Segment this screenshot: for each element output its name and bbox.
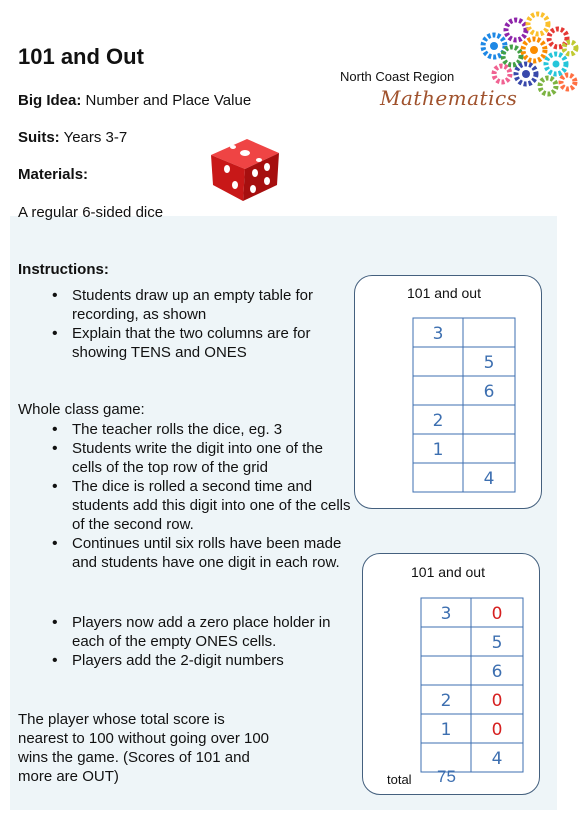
subject-brand: Mathematics: [380, 86, 518, 110]
example-grid: [413, 594, 531, 774]
total-label: total: [387, 772, 412, 787]
tens-digit: 3: [440, 604, 452, 624]
materials-label: Materials:: [18, 166, 89, 183]
gears-logo-icon: [474, 10, 580, 106]
list-item: • Players add the 2-digit numbers: [52, 651, 352, 670]
example-title: 101 and out: [407, 285, 481, 301]
ones-digit: 5: [483, 353, 495, 373]
final-steps-list: [40, 613, 352, 670]
tens-digit: 2: [440, 691, 452, 711]
region-name: North Coast Region: [340, 69, 455, 84]
list-item: • Continues until six rolls have been made and students have one digit in each row.: [52, 534, 352, 572]
ones-digit: 0: [491, 691, 503, 711]
example-title: 101 and out: [411, 564, 485, 580]
ones-digit: 0: [491, 604, 503, 624]
ones-digit: 4: [491, 749, 503, 769]
tens-digit: 3: [432, 324, 444, 344]
ones-digit: 4: [483, 469, 495, 489]
ones-digit: 5: [491, 633, 503, 653]
list-item: • Students draw up an empty table for recording, as shown: [52, 286, 352, 324]
example-grid-card-filled: [362, 553, 540, 795]
suits: Suits: Years 3-7: [18, 129, 128, 146]
win-condition: The player whose total score is nearest to 100 without going over 100 wins the game. (Scores of 101 and more are OUT): [18, 711, 270, 785]
list-item: • Explain that the two columns are for showing TENS and ONES: [52, 324, 352, 362]
game-steps-list: [40, 420, 352, 572]
tens-digit: 2: [432, 411, 444, 431]
example-grid: [405, 314, 523, 494]
dice-icon: [205, 133, 285, 205]
total-value: 75: [437, 767, 456, 786]
page-title: 101 and Out: [18, 44, 144, 69]
tens-digit: 1: [432, 440, 444, 460]
setup-list: [40, 286, 352, 362]
list-item: • Players now add a zero place holder in each of the empty ONES cells.: [52, 613, 352, 651]
ones-digit: 6: [483, 382, 495, 402]
list-item: • The teacher rolls the dice, eg. 3: [52, 420, 352, 439]
instructions-title: Instructions:: [18, 261, 109, 278]
list-item: • The dice is rolled a second time and students add this digit into one of the cells of the second row.: [52, 477, 352, 534]
example-grid-card-empty: [354, 275, 542, 509]
list-item: • Students write the digit into one of the cells of the top row of the grid: [52, 439, 352, 477]
tens-digit: 1: [440, 720, 452, 740]
materials-text: A regular 6-sided dice: [18, 204, 164, 221]
ones-digit: 0: [491, 720, 503, 740]
ones-digit: 6: [491, 662, 503, 682]
game-title: Whole class game:: [18, 401, 145, 418]
big-idea: Big Idea: Number and Place Value: [18, 92, 252, 109]
